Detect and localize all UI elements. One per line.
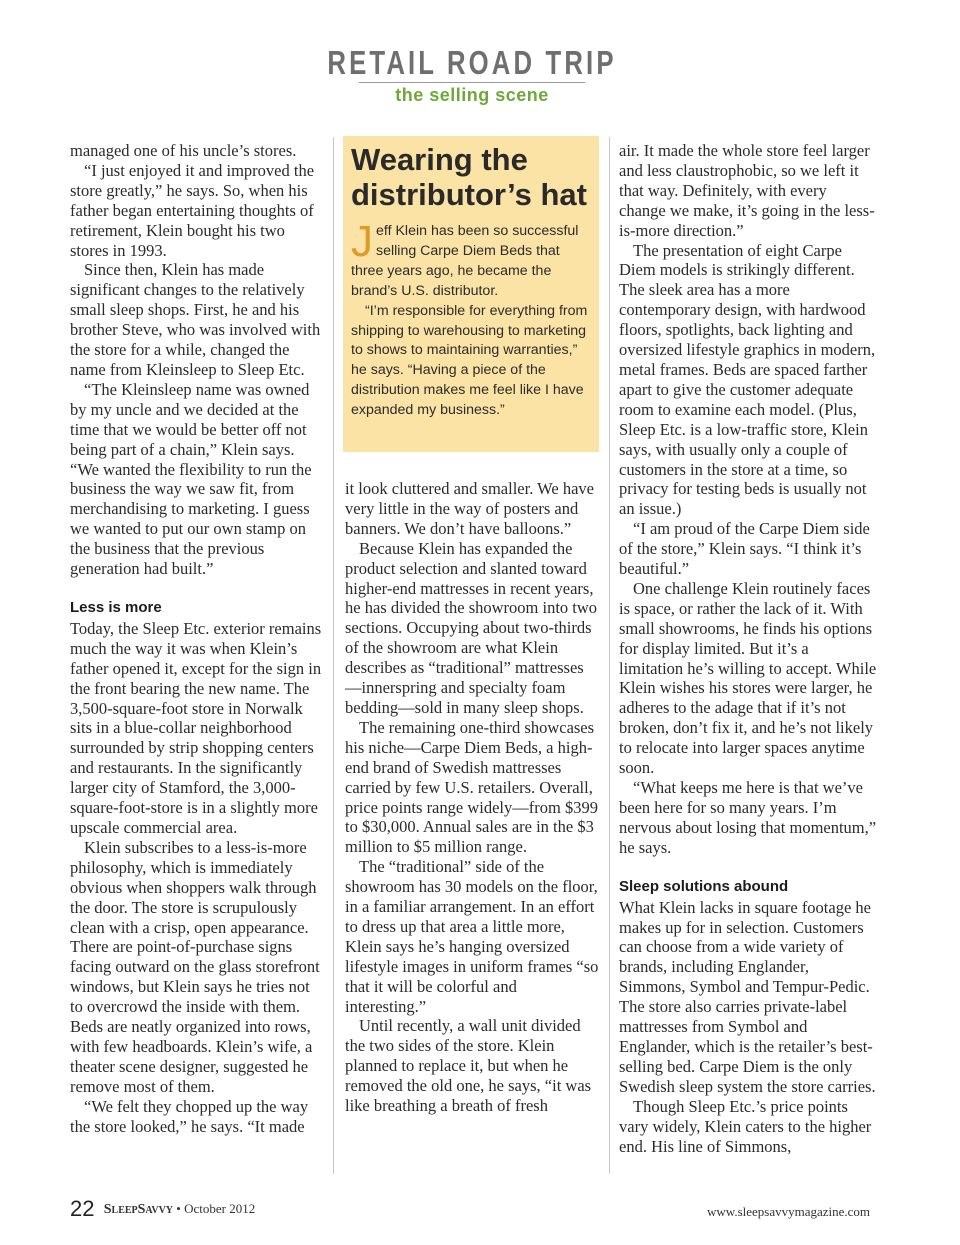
paragraph: “We felt they chopped up the way the store looked,” he says. “It made — [70, 1096, 309, 1136]
paragraph: “I just enjoyed it and improved the store greatly,” he says. So, when his father began entertaining thoughts of retirement, Klein bought his two stores in 1993. — [70, 160, 315, 260]
paragraph: “I am proud of the Carpe Diem side of the store,” Klein says. “I think it’s beautiful.” — [619, 519, 870, 579]
section-subtitle: the selling scene — [395, 85, 549, 105]
paragraph: “The Kleinsleep name was owned by my uncle and we decided at the time that we would be better off not being part of a chain,” Klein says. “We wanted the flexibility to run the business the way we saw fit, from merchandising to marketing. I guess we wanted to put our own stamp on the business that the previous generation had built.” — [70, 379, 312, 579]
page-number: 22 — [70, 1196, 95, 1221]
magazine-name: SleepSavvy — [103, 1202, 174, 1217]
article-column-1 — [70, 141, 326, 1137]
header-divider — [359, 82, 585, 83]
paragraph: it look cluttered and smaller. We have very little in the way of posters and banners. We don’t have balloons.” — [345, 479, 594, 538]
sidebar-body — [351, 217, 591, 421]
sidebar-paragraph-text: eff Klein has been so successful selling Carpe Diem Beds that three years ago, he became the brand’s U.S. distributor. — [351, 223, 579, 299]
issue-date: October 2012 — [184, 1201, 256, 1216]
paragraph: managed one of his uncle’s stores. — [70, 141, 297, 160]
paragraph: What Klein lacks in square footage he makes up for in selection. Customers can choose from a wide variety of brands, including Englander, Simmons, Symbol and Tempur-Pedic. The store also carries private-label mattresses from Symbol and Englander, which is the retailer’s best-selling bed. Carpe Diem is the only Swedish sleep system the store carries. — [619, 897, 876, 1096]
column-divider — [333, 137, 334, 1174]
sidebar-paragraph — [351, 217, 591, 302]
paragraph: The presentation of eight Carpe Diem models is strikingly different. The sleek area has a more contemporary design, with hardwood floors, spotlights, back lighting and oversized lifestyle graphics in modern, metal frames. Beds are spaced farther apart to give the customer adequate room to examine each model. (Plus, Sleep Etc. is a low-traffic store, Klein says, with usually only a couple of customers in the store at a time, so privacy for testing beds is usually not an issue.) — [619, 240, 876, 519]
paragraph: Because Klein has expanded the product selection and slanted toward higher-end mattresses in recent years, he has divided the showroom into two sections. Occupying about two-thirds of the showroom are what Klein describes as “traditional” mattresses—innerspring and specialty foam bedding—sold in many sleep shops. — [345, 538, 598, 717]
sidebar-paragraph: “I’m responsible for everything from shipping to warehousing to marketing to shows to maintaining warranties,” he says. “Having a piece of the distribution makes me feel like I have expanded my business.” — [351, 302, 588, 419]
paragraph: “What keeps me here is that we’ve been here for so many years. I’m nervous about losing that momentum,” he says. — [619, 778, 877, 857]
subheading-sleep-solutions: Sleep solutions abound — [619, 877, 789, 895]
column-divider — [609, 137, 610, 1174]
article-column-2 — [345, 479, 600, 1116]
section-header — [0, 44, 944, 106]
paragraph: Though Sleep Etc.’s price points vary widely, Klein caters to the higher end. His line of Simmons, — [619, 1096, 872, 1156]
paragraph: Klein subscribes to a less-is-more philosophy, which is immediately obvious when shoppers walk through the door. The store is scrupulously clean with a crisp, open appearance. There are point-of-purchase signs facing outward on the glass storefront windows, but Klein says he tries not to overcrowd the inside with them. Beds are neatly organized into rows, with few headboards. Klein’s wife, a theater scene designer, suggested he remove most of them. — [70, 837, 320, 1096]
article-column-3 — [619, 141, 877, 1156]
sidebar-title: Wearing the distributor’s hat — [351, 142, 587, 212]
paragraph: The “traditional” side of the showroom has 30 models on the floor, in a familiar arrangement. In an effort to dress up that area a little more, Klein says he’s hanging oversized lifestyle images in uniform frames “so that it will be colorful and interesting.” — [345, 857, 599, 1016]
subheading-less-is-more: Less is more — [70, 598, 162, 616]
paragraph: Since then, Klein has made significant changes to the relatively small sleep shops. First, he and his brother Steve, who was involved with the store for a while, changed the name from Kleinsleep to Sleep Etc. — [70, 260, 321, 379]
magazine-url: www.sleepsavvymagazine.com — [707, 1204, 871, 1219]
paragraph: The remaining one-third showcases his niche—Carpe Diem Beds, a high-end brand of Swedish mattresses carried by few U.S. retailers. Overall, price points range widely—from $399 to $30,000. Annual sales are in the $3 million to $5 million range. — [345, 717, 598, 857]
footer-separator: • — [176, 1201, 181, 1216]
section-title: RETAIL ROAD TRIP — [327, 44, 617, 81]
paragraph: Today, the Sleep Etc. exterior remains much the way it was when Klein’s father opened it, except for the sign in the front bearing the new name. The 3,500-square-foot store in Norwalk sits in a blue-collar neighborhood surrounded by strip shopping centers and restaurants. In the significantly larger city of Stamford, the 3,000-square-foot-store is in a slightly more upscale commercial area. — [70, 618, 322, 837]
paragraph: Until recently, a wall unit divided the two sides of the store. Klein planned to replace it, but when he removed the old one, he says, “it was like breathing a breath of fresh — [345, 1016, 592, 1116]
paragraph: air. It made the whole store feel larger and less claustrophobic, so we left it that way. Definitely, with every change we make, it’s going in the less-is-more direction.” — [619, 141, 875, 240]
sidebar-box — [343, 136, 599, 452]
paragraph: One challenge Klein routinely faces is space, or rather the lack of it. With small showrooms, he finds his options for display limited. But it’s a limitation he’s willing to accept. While Klein wishes his stores were larger, he adheres to the adage that if it’s not broken, don’t fix it, and he’s not likely to relocate into larger spaces anytime soon. — [619, 578, 877, 778]
page-footer — [70, 1196, 255, 1222]
drop-cap: J — [351, 217, 373, 266]
